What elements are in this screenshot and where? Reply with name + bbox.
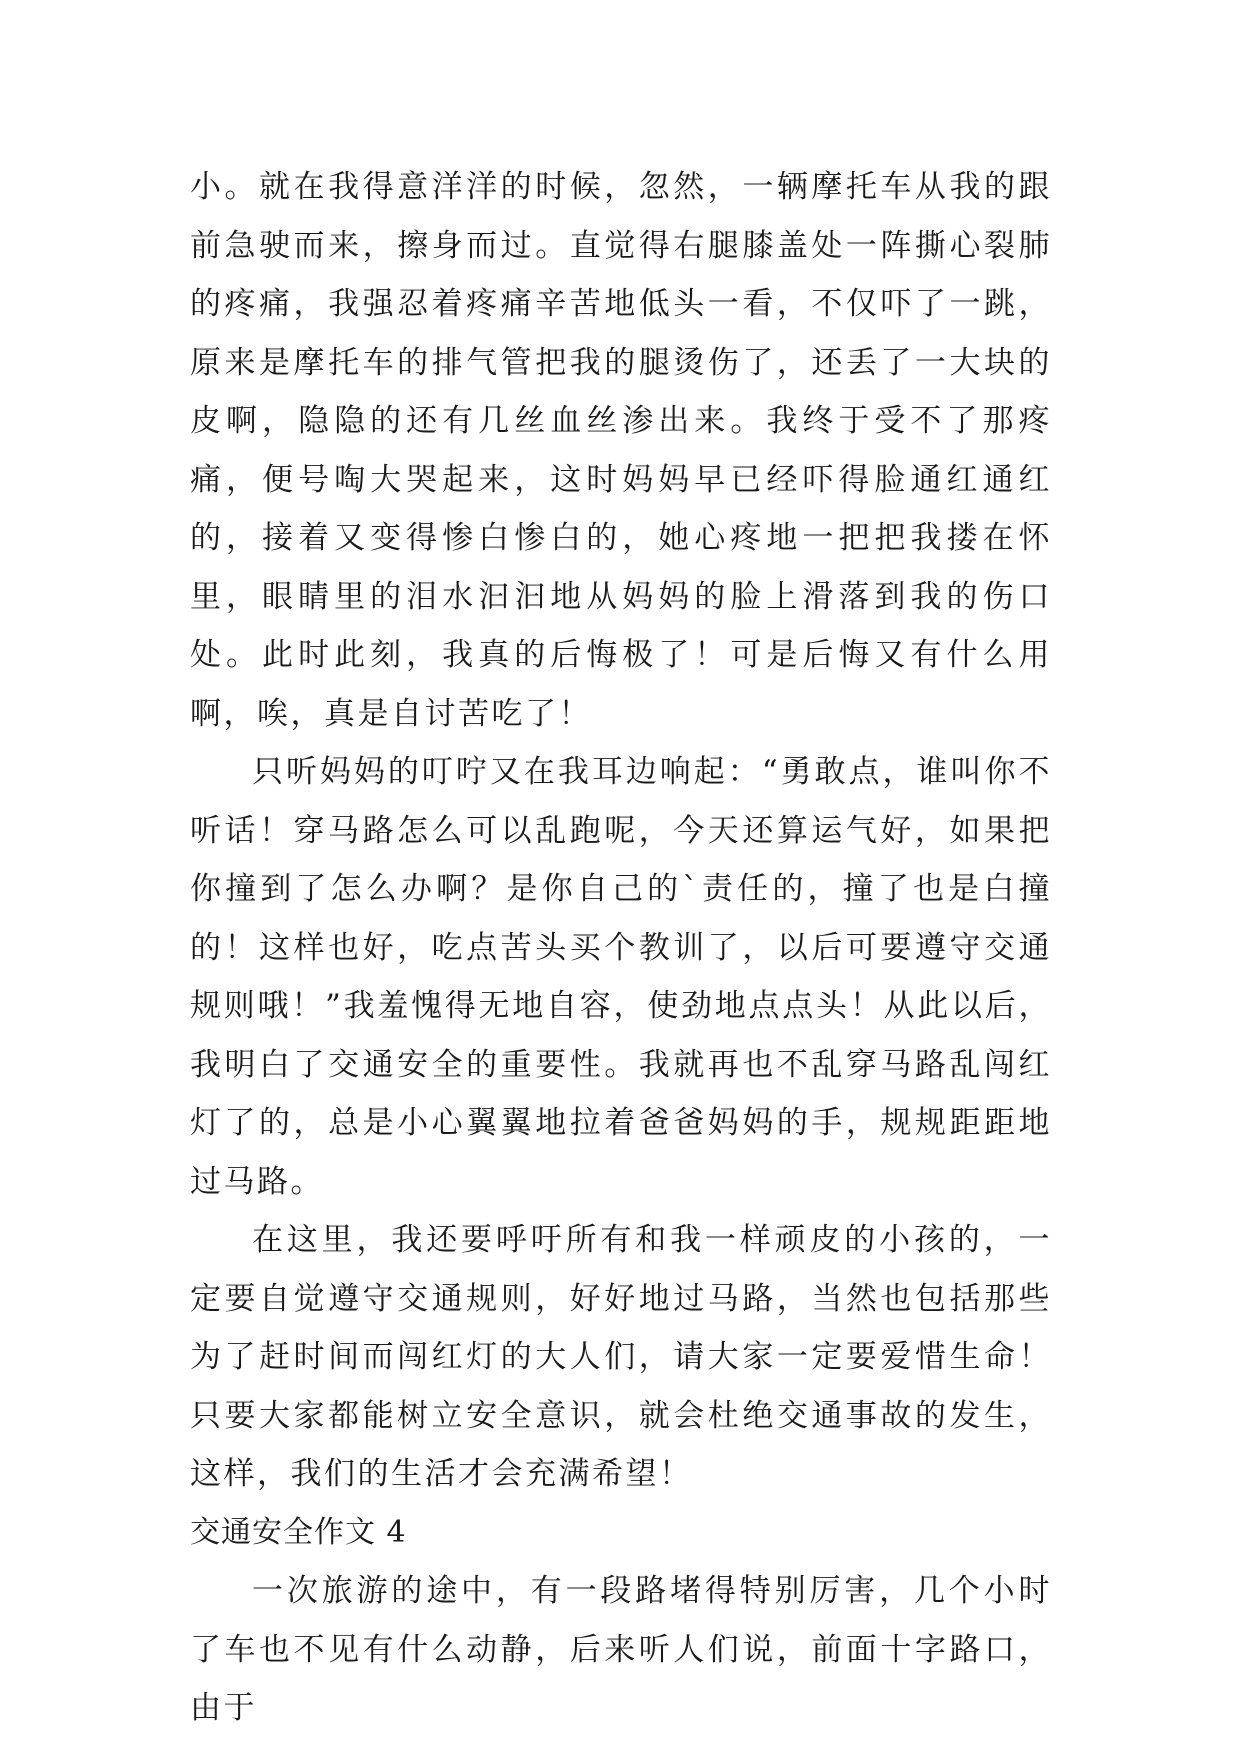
- paragraph-3: 在这里，我还要呼吁所有和我一样顽皮的小孩的，一定要自觉遵守交通规则，好好地过马路，当然也包括那些为了赶时间而闯红灯的大人们，请大家一定要爱惜生命！只要大家都能树立安全意识，就会杜绝交通事故的发生，这样，我们的生活才会充满希望！: [190, 1222, 1052, 1492]
- document-body: [190, 158, 1052, 1738]
- paragraph-1: 小。就在我得意洋洋的时候，忽然，一辆摩托车从我的跟前急驶而来，擦身而过。直觉得右腿膝盖处一阵撕心裂肺的疼痛，我强忍着疼痛辛苦地低头一看，不仅吓了一跳，原来是摩托车的排气管把我的腿烫伤了，还丢了一大块的皮啊，隐隐的还有几丝血丝渗出来。我终于受不了那疼痛，便号啕大哭起来，这时妈妈早已经吓得脸通红通红的，接着又变得惨白惨白的，她心疼地一把把我搂在怀里，眼睛里的泪水汩汩地从妈妈的脸上滑落到我的伤口处。此时此刻，我真的后悔极了！可是后悔又有什么用啊，唉，真是自讨苦吃了！: [190, 169, 1052, 732]
- section-heading: 交通安全作文 4: [190, 1514, 407, 1550]
- paragraph-2: 只听妈妈的叮咛又在我耳边响起：“勇敢点，谁叫你不听话！穿马路怎么可以乱跑呢，今天还算运气好，如果把你撞到了怎么办啊？是你自己的`责任的，撞了也是白撞的！这样也好，吃点苦头买个教训了，以后可要遵守交通规则哦！”我羞愧得无地自容，使劲地点点头！从此以后，我明白了交通安全的重要性。我就再也不乱穿马路乱闯红灯了的，总是小心翼翼地拉着爸爸妈妈的手，规规距距地过马路。: [190, 754, 1052, 1200]
- paragraph-4: 一次旅游的途中，有一段路堵得特别厉害，几个小时了车也不见有什么动静，后来听人们说，前面十字路口，由于: [190, 1573, 1052, 1726]
